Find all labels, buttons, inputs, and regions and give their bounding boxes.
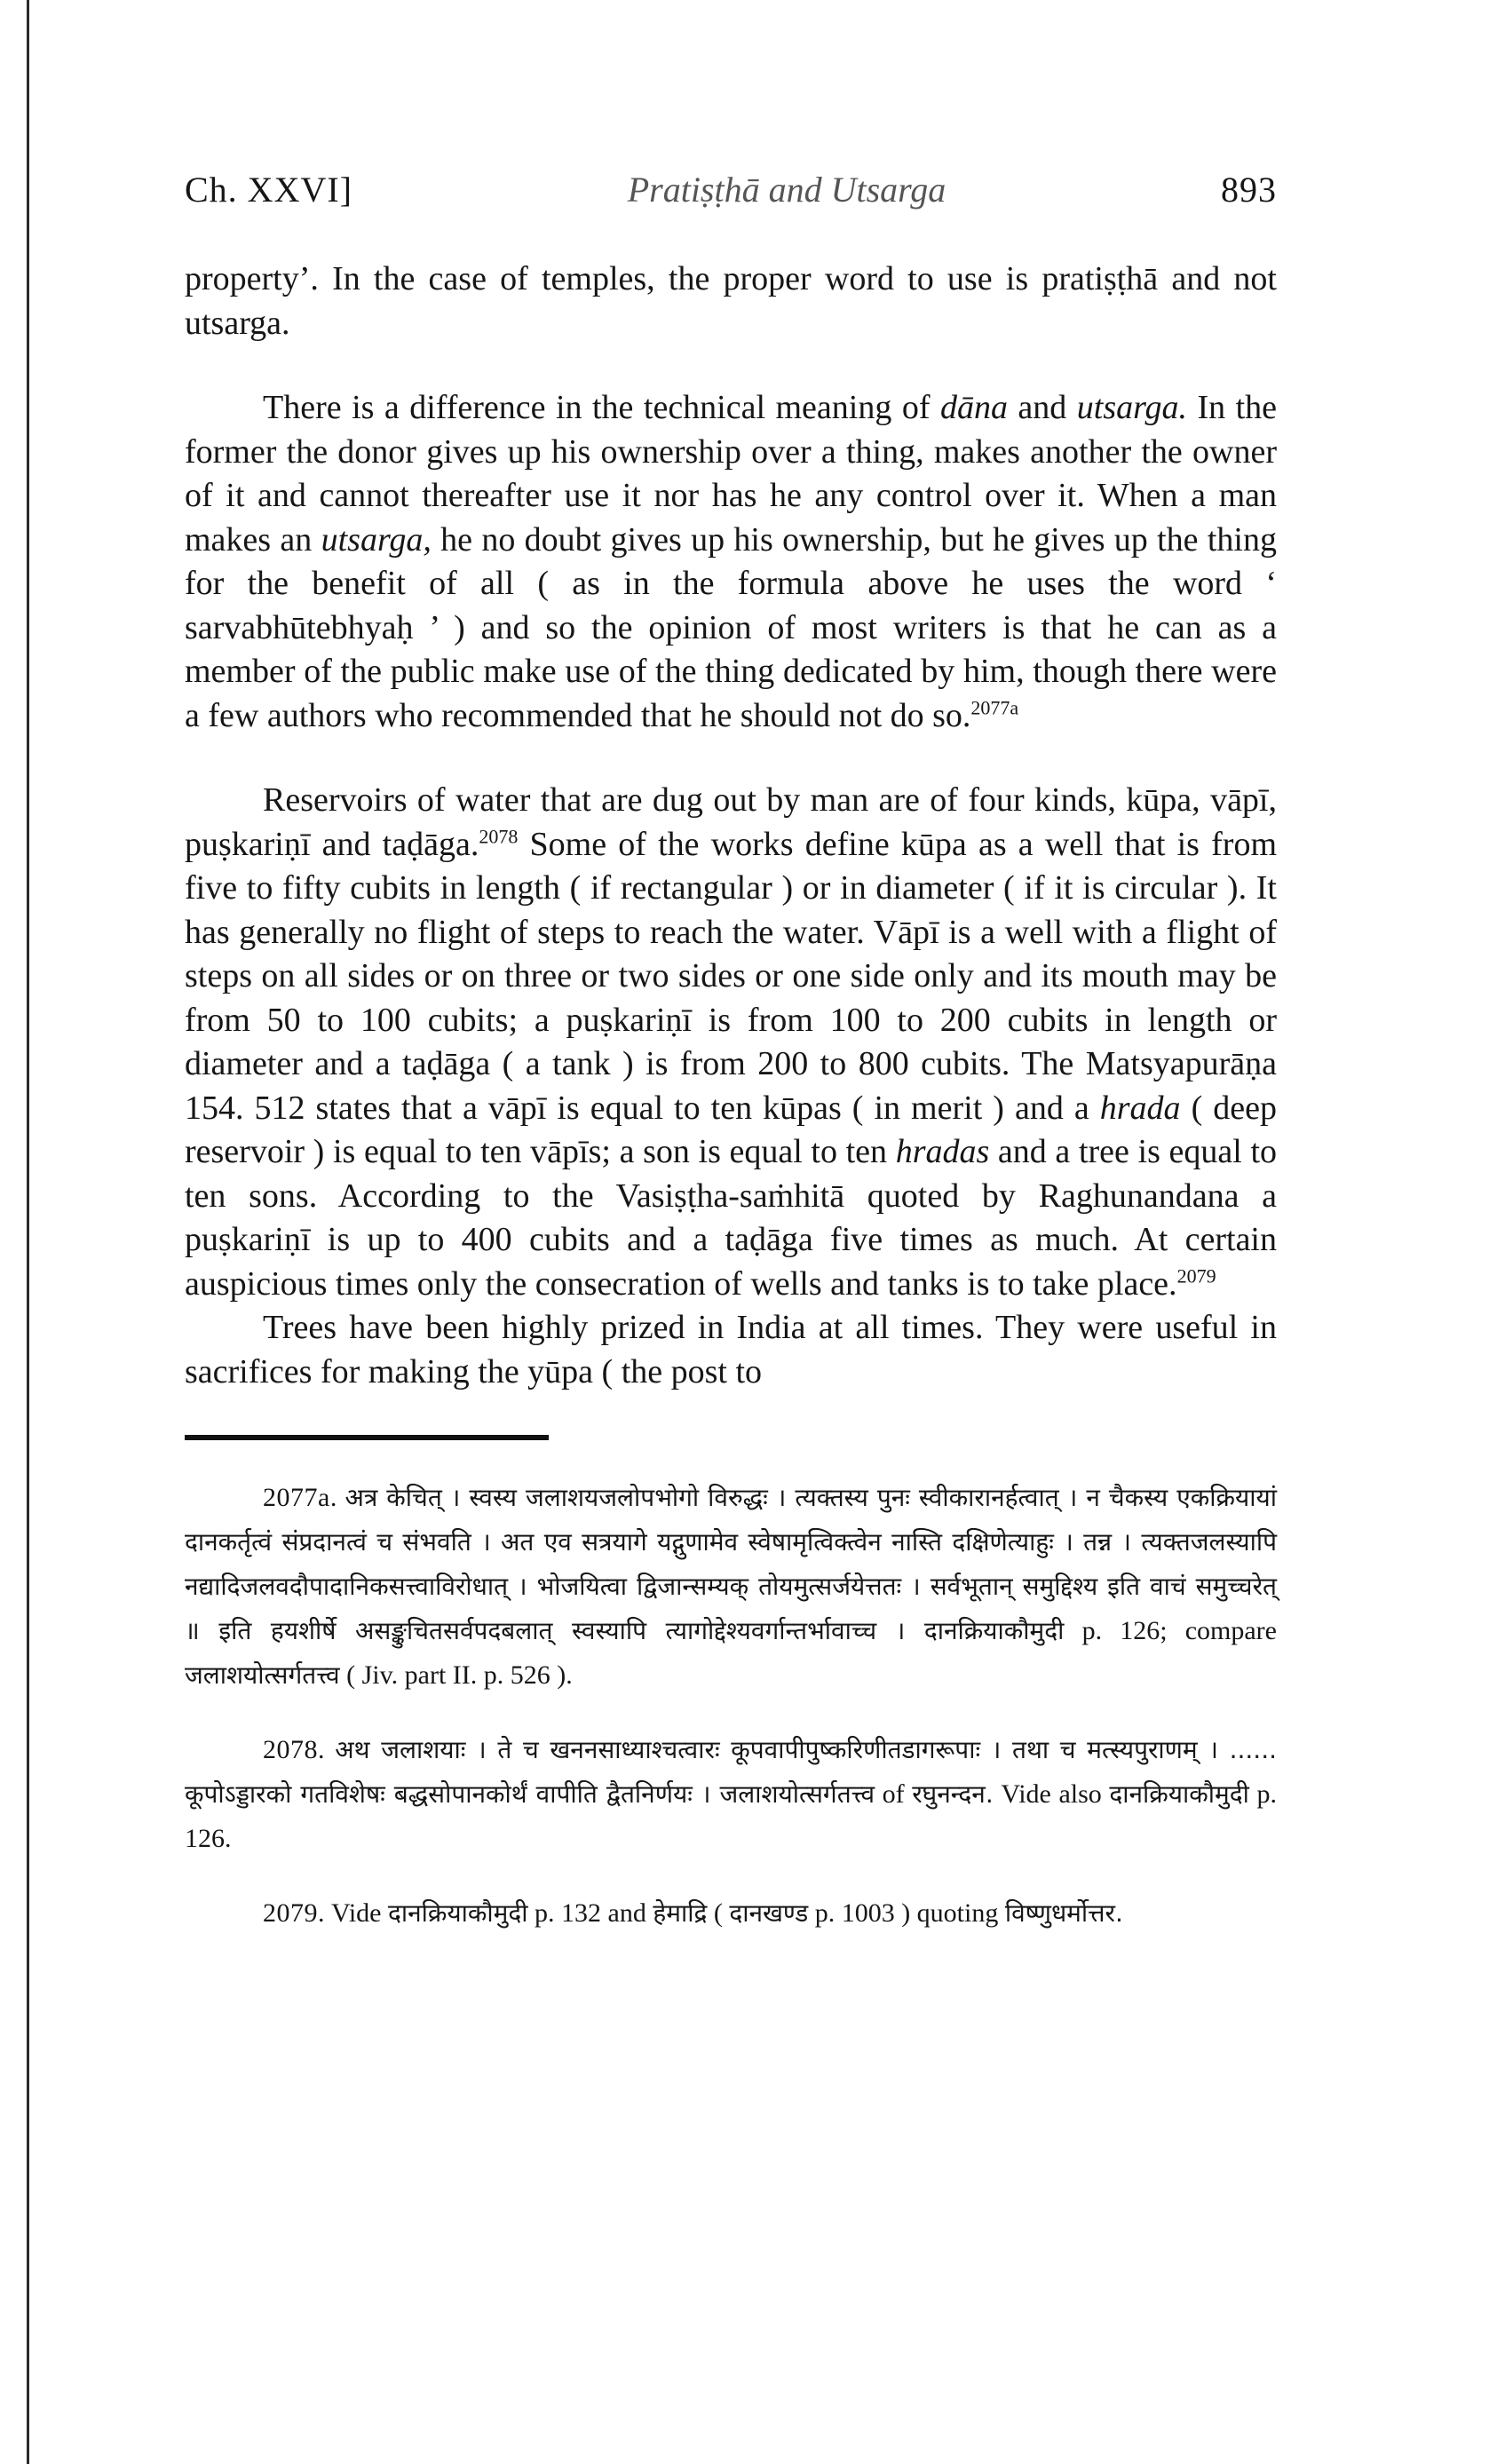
paragraph-4-text: Trees have been highly prized in India at all times. They were useful in sacrifices for making the yūpa ( the post to	[185, 1309, 1277, 1390]
book-page	[185, 169, 1277, 1966]
paragraph-3-text: Reservoirs of water that are dug out by man are of four kinds, kūpa, vāpī, puṣkariṇī and taḍāga.	[185, 781, 1277, 863]
footnote-ref-2079[interactable]: 2079	[1176, 1264, 1216, 1287]
running-title: Pratiṣṭhā and Utsarga	[627, 170, 946, 210]
footnote-text: of	[875, 1779, 913, 1809]
footnote-text: p. 126; compare	[1064, 1616, 1277, 1645]
paragraph-4	[185, 1306, 1277, 1394]
paragraph-2	[185, 386, 1277, 738]
term-hradas: hradas	[895, 1133, 990, 1170]
paragraph-3-text: ( deep reservoir ) is equal to ten vāpīs; a son is equal to ten	[185, 1089, 1277, 1170]
footnotes	[185, 1476, 1277, 1936]
paragraph-2-text: There is a difference in the technical meaning of	[263, 389, 940, 426]
footnote-sanskrit: दानक्रियाकौमुदी	[1109, 1779, 1249, 1809]
footnote-text: Vide also	[993, 1779, 1110, 1809]
footnote-text: (	[707, 1898, 730, 1928]
footnote-number: 2077a.	[263, 1483, 337, 1512]
footnote-sanskrit: जलाशयोत्सर्गतत्त्व	[185, 1660, 340, 1690]
footnote-text: ( Jiv. part II. p. 526 ).	[339, 1660, 573, 1690]
paragraph-1-text: property’. In the case of temples, the proper word to use is pratiṣṭhā and not utsarga.	[185, 260, 1277, 342]
footnote-2079	[185, 1891, 1277, 1936]
footnote-sanskrit: अथ जलाशयाः । ते च खननसाध्याश्चत्वारः कूपवापीपुष्करिणीतडागरूपाः । तथा च मत्स्यपुराणम् । ...... कूपोऽड्डारको गतविशेषः बद्धसोपानकोर्थं वापीति द्वैतनिर्णयः । जलाशयोत्सर्गतत्त्व	[185, 1735, 1278, 1809]
paragraph-3	[185, 779, 1277, 1306]
paragraph-3-text: and a tree is equal to ten sons. According to the Vasiṣṭha-saṁhitā quoted by Raghunandana a puṣkariṇī is up to 400 cubits and a taḍāga five times as much. At certain auspicious times only the consecration of wells and tanks is to take place.	[185, 1133, 1278, 1303]
term-dana: dāna	[939, 389, 1008, 426]
term-hrada: hrada	[1099, 1089, 1181, 1127]
footnote-2078	[185, 1728, 1277, 1861]
chapter-label: Ch. XXVI]	[185, 170, 352, 210]
footnote-number: 2079.	[263, 1898, 325, 1928]
footnote-sanskrit: दानक्रियाकौमुदी	[387, 1898, 528, 1928]
footnote-text: p. 132 and	[527, 1898, 653, 1928]
footnote-text: Vide	[325, 1898, 388, 1928]
footnote-ref-2078[interactable]: 2078	[479, 824, 519, 847]
page-number: 893	[1220, 170, 1277, 210]
paragraph-3-text: Some of the works define kūpa as a well that is from five to fifty cubits in length ( if rectangular ) or in diameter ( if it is circular ). It has generally no flight of steps to reach the water. Vāpī is a well with a flight of steps on all sides or on three or two sides or one side only and its mouth may be from 50 to 100 cubits; a puṣkariṇī is from 100 to 200 cubits in length or diameter and a taḍāga ( a tank ) is from 200 to 800 cubits. The Matsyapurāṇa 154. 512 states that a vāpī is equal to ten kūpas ( in merit ) and a	[185, 825, 1278, 1127]
body-text	[185, 257, 1277, 1394]
footnote-text: p. 1003 ) quoting	[808, 1898, 1005, 1928]
footnote-sanskrit: हेमाद्रि	[653, 1898, 708, 1928]
scan-border-line	[27, 0, 29, 2464]
term-utsarga: utsarga,	[321, 520, 432, 559]
footnote-text: p. 126.	[185, 1779, 1277, 1853]
footnote-sanskrit: अत्र केचित् । स्वस्य जलाशयजलोपभोगो विरुद्धः । त्यक्तस्य पुनः स्वीकारानर्हत्वात् । न चैकस्य एकक्रियायां दानकर्तृत्वं संप्रदानत्वं च संभवति । अत एव सत्रयागे यद्गुणामेव स्वेषामृत्विक्त्वेन नास्ति दक्षिणेत्याहुः । तन्न । त्यक्तजलस्यापि नद्यादिजलवदौपादानिकसत्त्वाविरोधात् । भोजयित्वा द्विजान्सम्यक् तोयमुत्सर्जयेत्ततः । सर्वभूतान् समुद्दिश्य इति वाचं समुच्चरेत् ॥ इति हयशीर्षे असङ्कुचितसर्वपदबलात् स्वस्यापि त्यागोद्देश्यवर्गान्तर्भावाच्च । दानक्रियाकौमुदी	[185, 1483, 1278, 1645]
footnote-sanskrit: विष्णुधर्मोत्तर.	[1004, 1898, 1123, 1928]
paragraph-2-text: he no doubt gives up his ownership, but he gives up the thing for the benefit of all ( as in the formula above he uses the word ‘ sarvabhūtebhyaḥ ’ ) and so the opinion of most writers is that he can as a member of the public make use of the thing dedicated by him, though there were a few authors who recommended that he should not do so.	[185, 520, 1277, 734]
footnote-number: 2078.	[263, 1735, 325, 1764]
paragraph-2-text: and	[1007, 389, 1077, 426]
footnote-sanskrit: दानखण्ड	[729, 1898, 809, 1928]
footnote-sanskrit: रघुनन्दन.	[912, 1779, 994, 1809]
paragraph-1	[185, 257, 1277, 345]
footnote-ref-2077a[interactable]: 2077a	[970, 695, 1019, 718]
footnote-separator	[185, 1435, 549, 1440]
term-utsarga: utsarga.	[1076, 389, 1187, 426]
footnote-2077a	[185, 1476, 1277, 1698]
running-header	[185, 169, 1277, 222]
paragraph-2-text: In the former the donor gives up his ownership over a thing, makes another the owner of it and cannot thereafter use it nor has he any control over it. When a man makes an	[185, 389, 1278, 559]
